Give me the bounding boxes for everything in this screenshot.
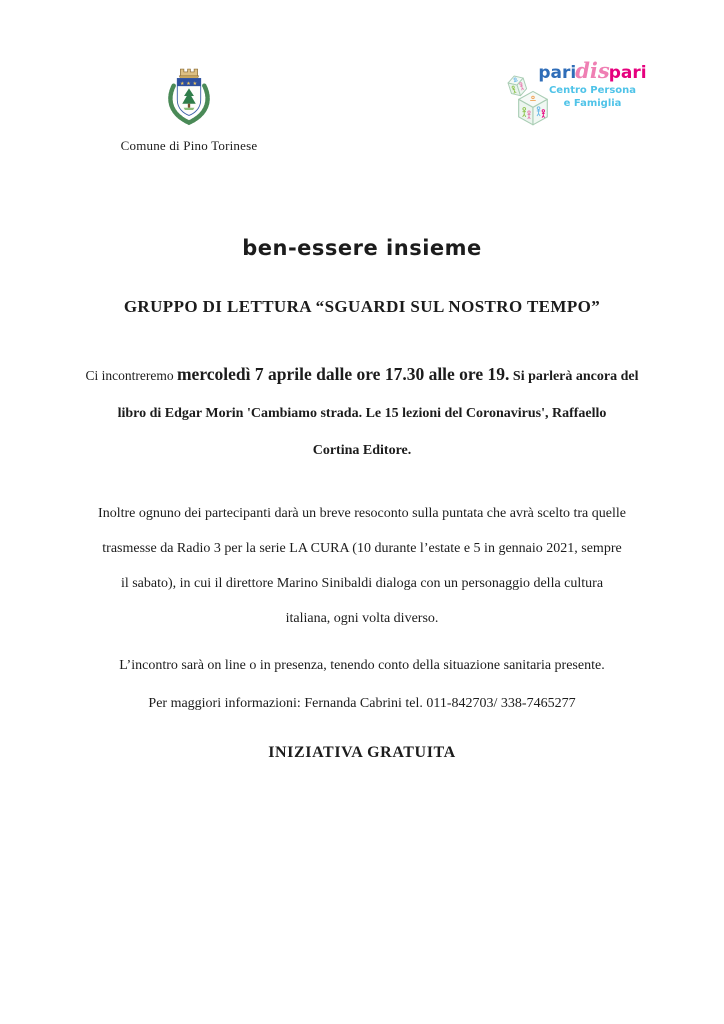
paragraph-line: italiana, ogni volta diverso. (285, 611, 439, 626)
paragraph-line: Inoltre ognuno dei partecipanti darà un breve resoconto sulla puntata che avrà scelto tra quelle (98, 506, 626, 521)
meeting-date-text: mercoledì 7 aprile dalle ore 17.30 alle ore 19. (176, 364, 510, 384)
paridispari-word-pari1: pari (538, 63, 577, 83)
paragraph-line: trasmesse da Radio 3 per la serie LA CURA (10 durante l’estate e 5 in gennaio 2021, sempre (102, 541, 622, 556)
paridispari-word-dis: dis (575, 58, 610, 83)
svg-text:★: ★ (186, 81, 191, 87)
free-initiative-label: INIZIATIVA GRATUITA (268, 744, 456, 761)
comune-label: Comune di Pino Torinese (120, 138, 258, 153)
paridispari-word-pari2: pari (608, 63, 647, 83)
paragraph-line: libro di Edgar Morin 'Cambiamo strada. Le 15 lezioni del Coronavirus', Raffaello (117, 406, 607, 421)
reading-group-subtitle: GRUPPO DI LETTURA “SGUARDI SUL NOSTRO TEMPO” (123, 297, 601, 316)
paragraph-meeting-info (42, 356, 682, 469)
page-title: ben-essere insieme (242, 236, 482, 260)
paragraph-contact-info: Per maggiori informazioni: Fernanda Cabrini tel. 011-842703/ 338-7465277 (148, 696, 576, 711)
paridispari-subtitle-line1: Centro Persona (548, 85, 637, 96)
svg-text:★: ★ (180, 81, 185, 87)
paragraph-line: il sabato), in cui il direttore Marino Sinibaldi dialoga con un personaggio della cultura (120, 576, 604, 591)
paragraph-online-notice: L’incontro sarà on line o in presenza, tenendo conto della situazione sanitaria presente. (119, 658, 605, 673)
meeting-lead-text: Ci incontreremo (85, 368, 177, 383)
paragraph-line: Cortina Editore. (312, 443, 412, 458)
paridispari-subtitle-line2: e Famiglia (563, 98, 622, 109)
paragraph-line (42, 356, 682, 395)
svg-text:★: ★ (192, 81, 198, 87)
meeting-topic-text: Si parlerà ancora del (509, 369, 639, 384)
paragraph-radio-program (42, 496, 682, 636)
